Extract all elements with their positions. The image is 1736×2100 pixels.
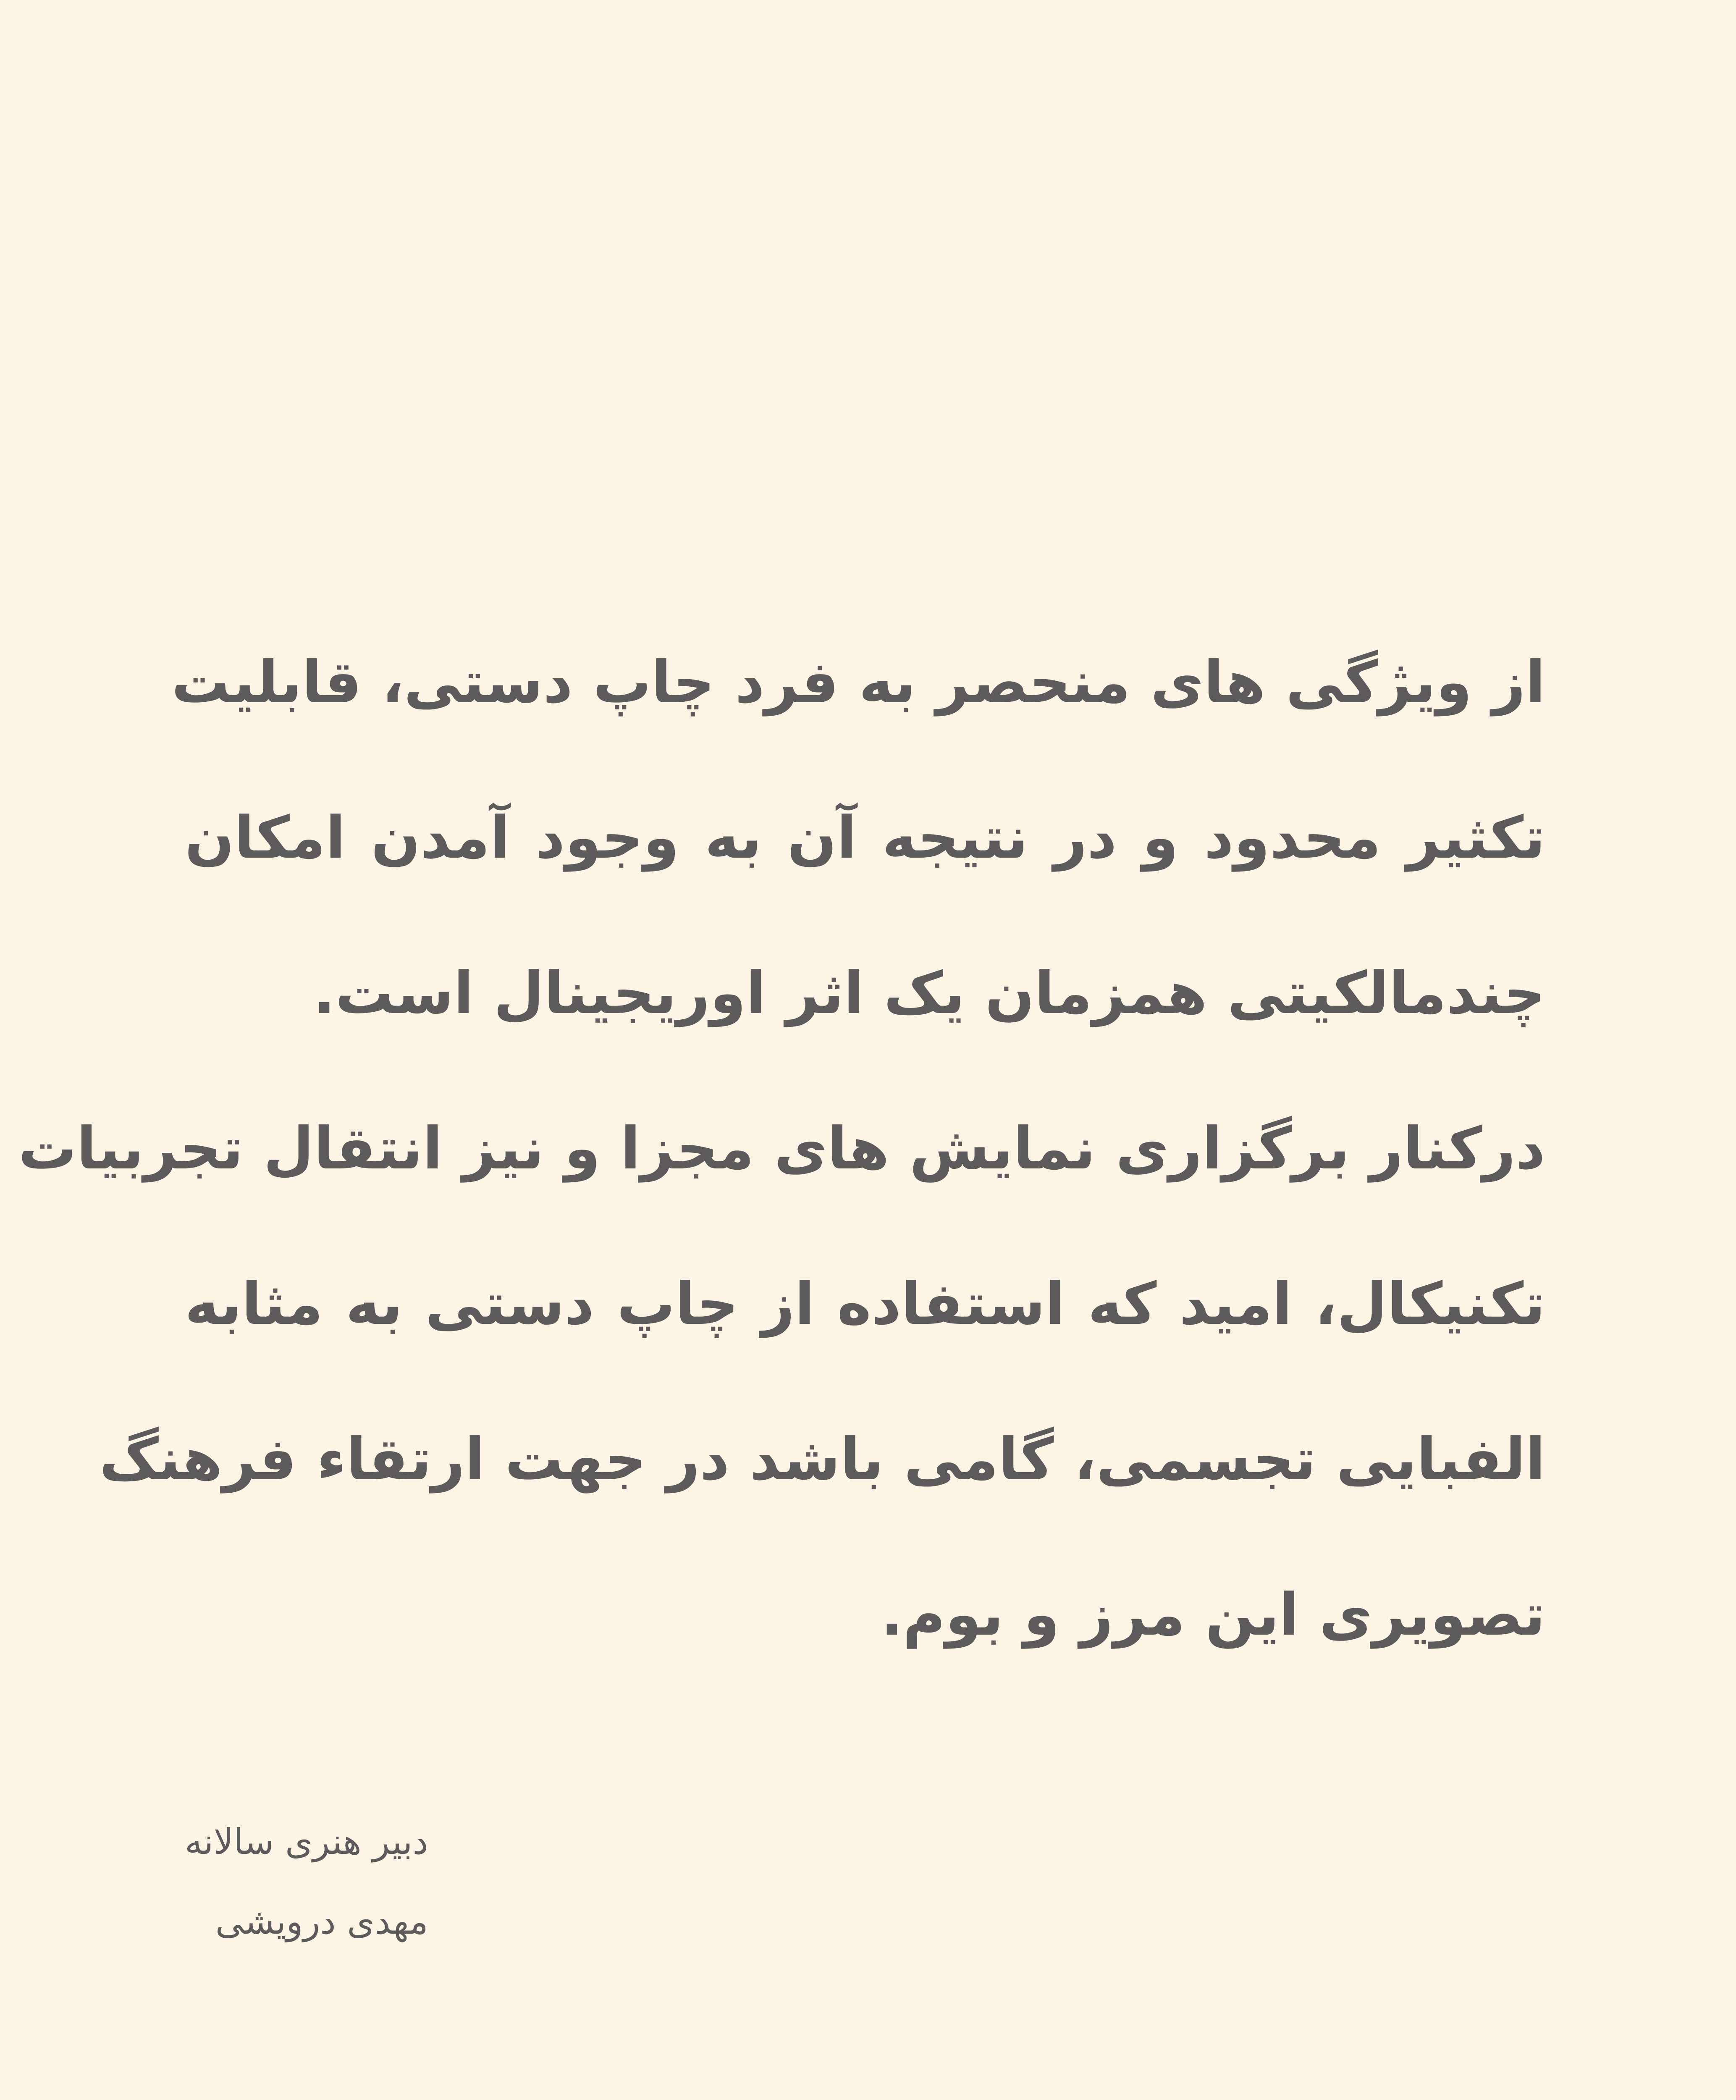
- statement-line-5: تکنیکال، امید که استفاده از چاپ دستی به مثابه: [185, 1270, 1545, 1338]
- statement-line-6: الفبایی تجسمی، گامی باشد در جهت ارتقاء فرهنگ: [99, 1425, 1545, 1493]
- signature-name: مهدی درویشی: [215, 1901, 428, 1942]
- statement-line-2: تکثیر محدود و در نتیجه آن به وجود آمدن امکان: [185, 804, 1545, 872]
- statement-line-4: درکنار برگزاری نمایش های مجزا و نیز انتقال تجربیات: [18, 1115, 1545, 1182]
- signature-block: [185, 1802, 428, 1961]
- statement-paragraph: [18, 605, 1545, 1693]
- signature-title: دبیر هنری سالانه: [185, 1821, 428, 1862]
- statement-line-7: تصویری این مرز و بوم.: [881, 1581, 1545, 1648]
- statement-line-3: چندمالکیتی همزمان یک اثر اوریجینال است.: [313, 959, 1545, 1027]
- statement-line-1: از ویژگی های منحصر به فرد چاپ دستی، قابلیت: [171, 648, 1545, 716]
